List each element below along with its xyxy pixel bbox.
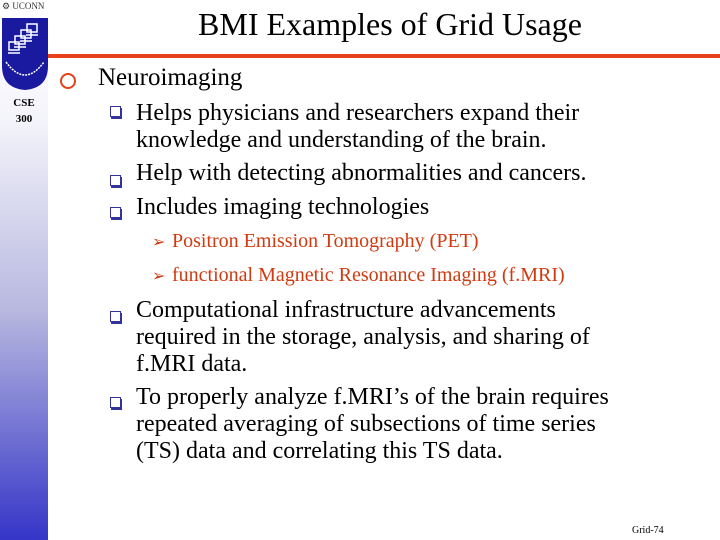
title-divider xyxy=(48,54,720,58)
tech-item: Positron Emission Tomography (PET) xyxy=(172,230,479,252)
bullet-text: repeated averaging of subsections of time series xyxy=(136,411,596,437)
course-label: CSE xyxy=(13,97,35,109)
bullet-text: Help with detecting abnormalities and cancers. xyxy=(136,160,587,186)
bullet-text: required in the storage, analysis, and sharing of xyxy=(136,324,590,350)
bullet-text: f.MRI data. xyxy=(136,351,248,377)
slide-title: BMI Examples of Grid Usage xyxy=(198,6,582,42)
square-bullet-icon xyxy=(110,106,121,117)
arrow-bullet-icon: ➢ xyxy=(152,268,166,285)
uconn-logo: ⚙ UCONN xyxy=(2,1,45,11)
square-bullet-icon xyxy=(110,311,121,322)
main-bullet: Neuroimaging xyxy=(98,64,243,91)
bullet-text: Includes imaging technologies xyxy=(136,194,430,220)
circle-bullet-icon xyxy=(60,73,76,89)
square-bullet-icon xyxy=(110,207,121,218)
tech-item: functional Magnetic Resonance Imaging (f.MRI) xyxy=(172,264,565,286)
bullet-text: knowledge and understanding of the brain. xyxy=(136,127,547,153)
bullet-text: (TS) data and correlating this TS data. xyxy=(136,438,503,464)
slide-number: Grid-74 xyxy=(632,525,664,536)
bullet-text: To properly analyze f.MRI’s of the brain requires xyxy=(136,384,609,410)
course-number: 300 xyxy=(15,113,33,125)
uconn-logo-text: UCONN xyxy=(12,1,45,11)
square-bullet-icon xyxy=(110,175,121,186)
arrow-bullet-icon: ➢ xyxy=(152,234,166,251)
bullet-text: Helps physicians and researchers expand their xyxy=(136,100,580,126)
bullet-text: Computational infrastructure advancements xyxy=(136,297,556,323)
square-bullet-icon xyxy=(110,397,121,408)
cse-shield-logo-icon xyxy=(2,18,48,90)
